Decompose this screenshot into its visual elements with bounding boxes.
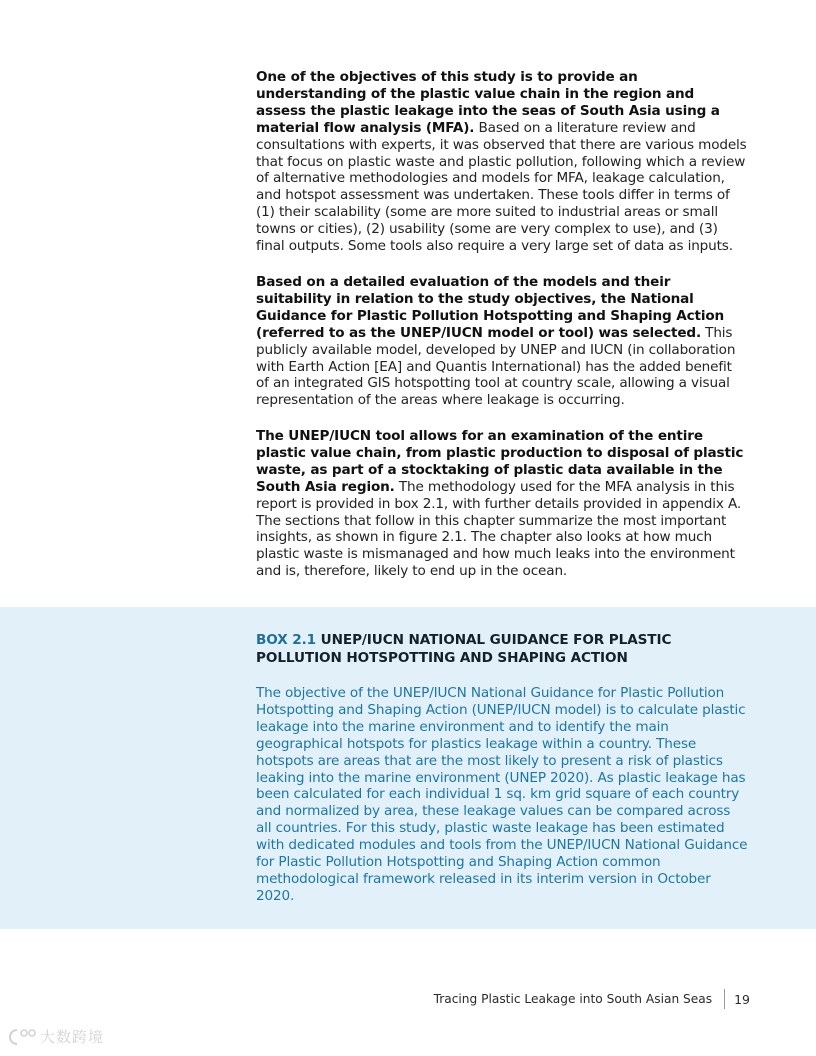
paragraph-1-lead: One of the objectives of this study is to provide an understanding of the plastic value chain in the region and assess the plastic leakage into the seas of South Asia using a material flow analysis (MFA).: [256, 69, 720, 136]
paragraph-2: [256, 274, 748, 409]
paragraph-1-text: Based on a literature review and consultations with experts, it was observed that there are various models that focus on plastic waste and plastic pollution, following which a review of alternative methodologies and models for MFA, leakage calculation, and hotspot assessment was undertaken. These tools differ in terms of (1) their scalability (some are more suited to industrial areas or small towns or cities), (2) usability (some are very complex to use), and (3) final outputs. Some tools also require a very large set of data as inputs.: [256, 119, 747, 255]
paragraph-1: [256, 69, 748, 255]
box-label: BOX 2.1: [256, 632, 317, 648]
footer-divider: [724, 989, 725, 1009]
page-footer: [434, 988, 750, 1010]
paragraph-2-lead: Based on a detailed evaluation of the models and their suitability in relation to the study objectives, the National Guidance for Plastic Pollution Hotspotting and Shaping Action (referred to as the UNEP/IUCN model or tool) was selected.: [256, 274, 725, 341]
box-2-1: [0, 607, 816, 929]
page-number: 19: [734, 991, 750, 1007]
paragraph-2-text: This publicly available model, developed by UNEP and IUCN (in collaboration with Earth Action [EA] and Quantis International) has the added benefit of an integrated GIS hotspotting tool at country scale, allowing a visual representation of the areas where leakage is occurring.: [256, 324, 736, 409]
paragraph-3-text: The methodology used for the MFA analysis in this report is provided in box 2.1, with further details provided in appendix A. The sections that follow in this chapter summarize the most important insights, as shown in figure 2.1. The chapter also looks at how much plastic waste is mismanaged and how much leaks into the environment and is, therefore, likely to end up in the ocean.: [256, 478, 742, 580]
watermark-logo-icon: [8, 1027, 38, 1047]
box-title: [256, 632, 748, 667]
box-body: The objective of the UNEP/IUCN National Guidance for Plastic Pollution Hotspotting and Shaping Action (UNEP/IUCN model) is to calculate plastic leakage into the marine environment and to identify the main geographical hotspots for plastics leakage within a country. These hotspots are areas that are the most likely to present a risk of plastics leaking into the marine environment (UNEP 2020). As plastic leakage has been calculated for each individual 1 sq. km grid square of each country and normalized by area, these leakage values can be compared across all countries. For this study, plastic waste leakage has been estimated with dedicated modules and tools from the UNEP/IUCN National Guidance for Plastic Pollution Hotspotting and Shaping Action common methodological framework released in its interim version in October 2020.: [256, 685, 748, 904]
paragraph-3-lead: The UNEP/IUCN tool allows for an examination of the entire plastic value chain, from plastic production to disposal of plastic waste, as part of a stocktaking of plastic data available in the South Asia region.: [256, 428, 744, 495]
paragraph-3: [256, 428, 748, 580]
footer-title: Tracing Plastic Leakage into South Asian Seas: [433, 992, 713, 1006]
watermark: [8, 1026, 104, 1047]
watermark-text: 大数跨境: [40, 1028, 105, 1046]
box-heading: UNEP/IUCN NATIONAL GUIDANCE FOR PLASTIC POLLUTION HOTSPOTTING AND SHAPING ACTION: [256, 632, 672, 666]
